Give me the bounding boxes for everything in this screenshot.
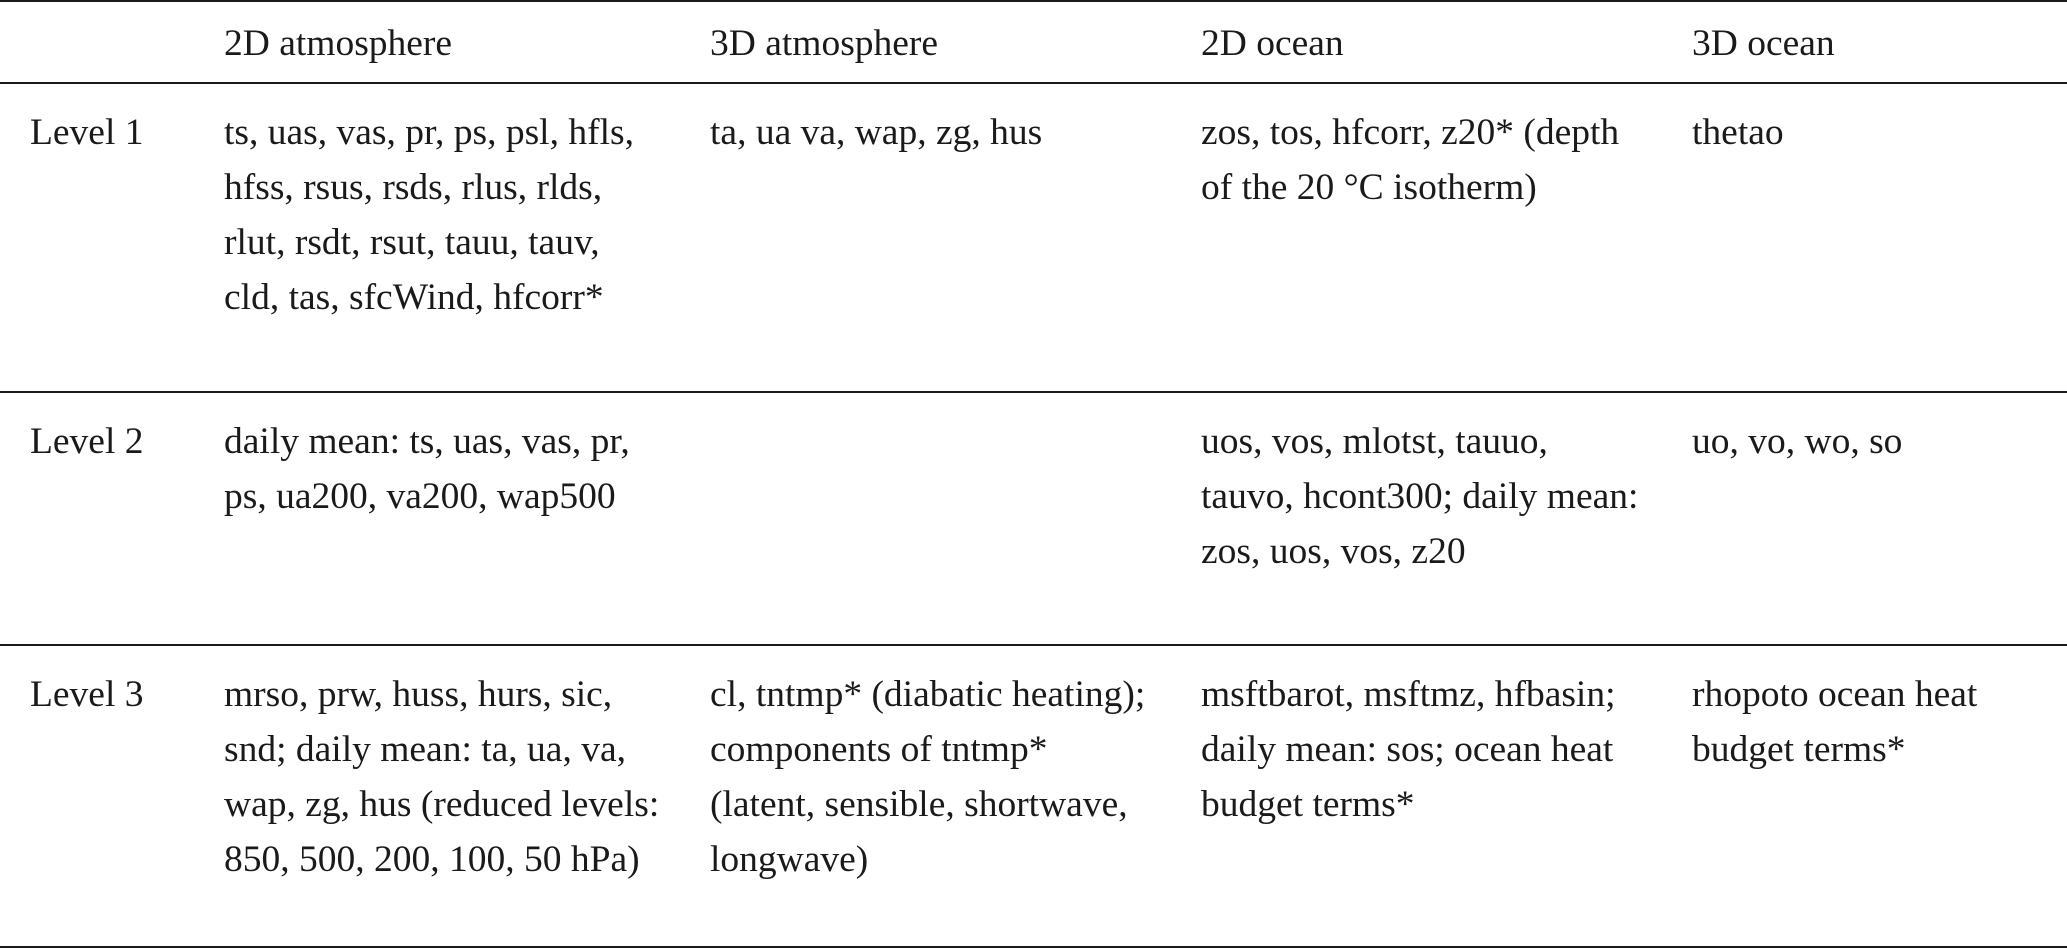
table-row (0, 392, 2067, 645)
header-2d-atmosphere: 2D atmosphere (194, 1, 680, 83)
cell-level-2-2d-atmosphere: daily mean: ts, uas, vas, pr, ps, ua200, va200, wap500 (194, 392, 680, 645)
row-label-level-1: Level 1 (0, 83, 194, 392)
cell-level-3-3d-ocean: rhopoto ocean heat budget terms* (1657, 645, 2067, 947)
cell-level-1-3d-ocean: thetao (1657, 83, 2067, 392)
cell-level-3-2d-atmosphere: mrso, prw, huss, hurs, sic, snd; daily mean: ta, ua, va, wap, zg, hus (reduced levels: 850, 500, 200, 100, 50 hPa) (194, 645, 680, 947)
cell-level-2-3d-ocean: uo, vo, wo, so (1657, 392, 2067, 645)
cell-level-3-2d-ocean: msftbarot, msftmz, hfbasin; daily mean: sos; ocean heat budget terms* (1166, 645, 1657, 947)
cell-level-2-2d-ocean: uos, vos, mlotst, tauuo, tauvo, hcont300; daily mean: zos, uos, vos, z20 (1166, 392, 1657, 645)
row-label-level-2: Level 2 (0, 392, 194, 645)
table-header-row (0, 1, 2067, 83)
header-3d-atmosphere: 3D atmosphere (680, 1, 1166, 83)
table-row (0, 83, 2067, 392)
cell-level-1-2d-ocean: zos, tos, hfcorr, z20* (depth of the 20 °C isotherm) (1166, 83, 1657, 392)
cell-level-1-2d-atmosphere: ts, uas, vas, pr, ps, psl, hfls, hfss, rsus, rsds, rlus, rlds, rlut, rsdt, rsut, tauu, tauv, cld, tas, sfcWind, hfcorr* (194, 83, 680, 392)
row-label-level-3: Level 3 (0, 645, 194, 947)
cell-level-2-3d-atmosphere (680, 392, 1166, 645)
cell-level-1-3d-atmosphere: ta, ua va, wap, zg, hus (680, 83, 1166, 392)
header-corner (0, 1, 194, 83)
header-2d-ocean: 2D ocean (1166, 1, 1657, 83)
table-row (0, 645, 2067, 947)
cell-level-3-3d-atmosphere: cl, tntmp* (diabatic heating); components of tntmp* (latent, sensible, shortwave, longwave) (680, 645, 1166, 947)
header-3d-ocean: 3D ocean (1657, 1, 2067, 83)
